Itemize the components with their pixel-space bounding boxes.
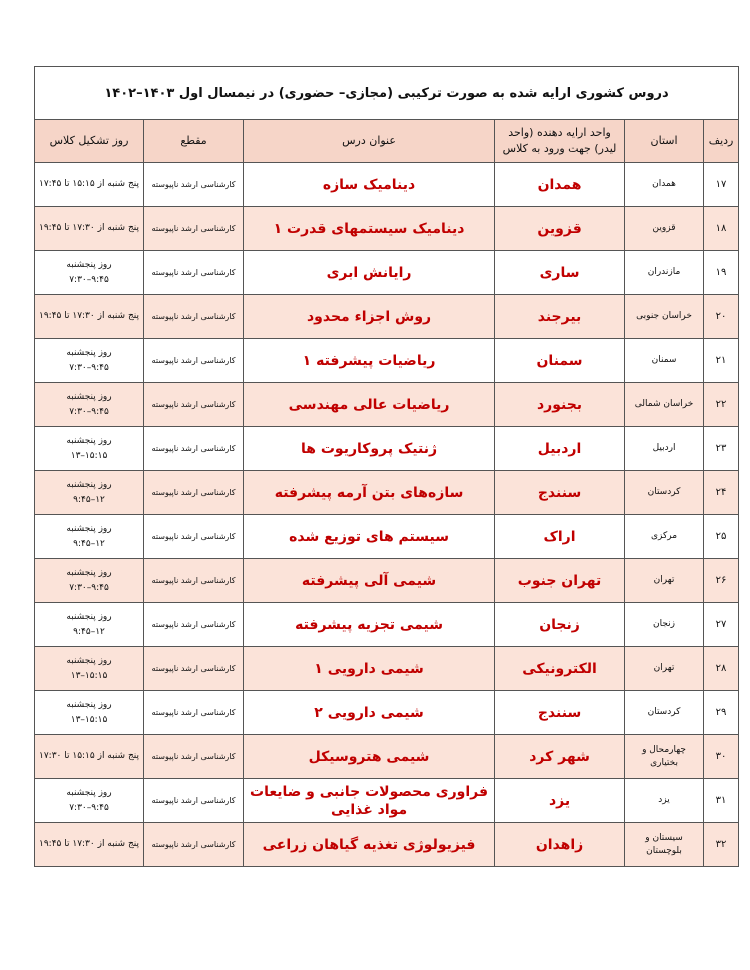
lead-unit-cell: اردبیل xyxy=(495,427,625,471)
class-day-cell xyxy=(35,691,144,735)
province-cell: اردبیل xyxy=(625,427,704,471)
class-day-line: پنج شنبه از ۱۷:۳۰ تا ۱۹:۴۵ xyxy=(39,223,139,233)
row-number: ۲۳ xyxy=(704,427,739,471)
table-row xyxy=(35,427,739,471)
class-day-line: پنج شنبه از ۱۷:۳۰ تا ۱۹:۴۵ xyxy=(39,839,139,849)
header-course-title: عنوان درس xyxy=(244,120,495,163)
grade-cell: کارشناسی ارشد ناپیوسته xyxy=(144,779,244,823)
grade-cell: کارشناسی ارشد ناپیوسته xyxy=(144,515,244,559)
class-time-line: ۱۵:۱۵–۱۳ xyxy=(70,714,108,725)
province-cell: مازندران xyxy=(625,251,704,295)
class-day-line: روز پنجشنبه xyxy=(66,391,112,402)
table-row xyxy=(35,471,739,515)
row-number: ۲۶ xyxy=(704,559,739,603)
class-day-line: روز پنجشنبه xyxy=(66,347,112,358)
grade-cell: کارشناسی ارشد ناپیوسته xyxy=(144,691,244,735)
lead-unit-cell: اراک xyxy=(495,515,625,559)
header-province: استان xyxy=(625,120,704,163)
table-row xyxy=(35,559,739,603)
course-title-cell: دینامیک سازه xyxy=(244,163,495,207)
table-row xyxy=(35,207,739,251)
class-day-line: روز پنجشنبه xyxy=(66,479,112,490)
row-number: ۲۴ xyxy=(704,471,739,515)
grade-cell: کارشناسی ارشد ناپیوسته xyxy=(144,823,244,867)
course-title-cell: فیزیولوژی تغذیه گیاهان زراعی xyxy=(244,823,495,867)
class-time-line: ۹:۴۵–۷:۳۰ xyxy=(69,362,109,373)
row-number: ۱۷ xyxy=(704,163,739,207)
row-number: ۳۰ xyxy=(704,735,739,779)
row-number: ۱۸ xyxy=(704,207,739,251)
class-day-cell xyxy=(35,603,144,647)
class-day-line: روز پنجشنبه xyxy=(66,435,112,446)
grade-cell: کارشناسی ارشد ناپیوسته xyxy=(144,163,244,207)
lead-unit-cell: سمنان xyxy=(495,339,625,383)
row-number: ۲۷ xyxy=(704,603,739,647)
class-day-cell xyxy=(35,383,144,427)
class-day-line: پنج شنبه از ۱۷:۳۰ تا ۱۹:۴۵ xyxy=(39,311,139,321)
lead-unit-cell: زاهدان xyxy=(495,823,625,867)
row-number: ۲۱ xyxy=(704,339,739,383)
lead-unit-cell: همدان xyxy=(495,163,625,207)
lead-unit-cell: الکترونیکی xyxy=(495,647,625,691)
lead-unit-cell: سنندج xyxy=(495,691,625,735)
courses-table xyxy=(34,66,739,867)
grade-cell: کارشناسی ارشد ناپیوسته xyxy=(144,295,244,339)
course-title-cell: روش اجزاء محدود xyxy=(244,295,495,339)
class-time-line: ۹:۴۵–۷:۳۰ xyxy=(69,582,109,593)
province-cell: کردستان xyxy=(625,691,704,735)
course-title-cell: ریاضیات پیشرفته ۱ xyxy=(244,339,495,383)
grade-cell: کارشناسی ارشد ناپیوسته xyxy=(144,339,244,383)
course-title-cell: شیمی تجزیه پیشرفته xyxy=(244,603,495,647)
course-title-cell: شیمی دارویی ۲ xyxy=(244,691,495,735)
province-cell: یزد xyxy=(625,779,704,823)
table-title: دروس کشوری ارایه شده به صورت ترکیبی (مجازی– حضوری) در نیمسال اول ۱۴۰۳–۱۴۰۲ xyxy=(35,67,739,120)
class-day-line: روز پنجشنبه xyxy=(66,655,112,666)
table-row xyxy=(35,295,739,339)
grade-cell: کارشناسی ارشد ناپیوسته xyxy=(144,427,244,471)
row-number: ۲۹ xyxy=(704,691,739,735)
grade-cell: کارشناسی ارشد ناپیوسته xyxy=(144,251,244,295)
province-cell: مرکزی xyxy=(625,515,704,559)
class-day-line: روز پنجشنبه xyxy=(66,523,112,534)
class-day-cell xyxy=(35,427,144,471)
table-row xyxy=(35,339,739,383)
header-row xyxy=(35,120,739,163)
class-time-line: ۱۲–۹:۴۵ xyxy=(73,538,105,549)
province-cell: زنجان xyxy=(625,603,704,647)
class-day-cell xyxy=(35,779,144,823)
row-number: ۱۹ xyxy=(704,251,739,295)
grade-cell: کارشناسی ارشد ناپیوسته xyxy=(144,471,244,515)
table-row xyxy=(35,779,739,823)
class-time-line: ۹:۴۵–۷:۳۰ xyxy=(69,802,109,813)
grade-cell: کارشناسی ارشد ناپیوسته xyxy=(144,647,244,691)
class-day-cell xyxy=(35,251,144,295)
lead-unit-cell: تهران جنوب xyxy=(495,559,625,603)
grade-cell: کارشناسی ارشد ناپیوسته xyxy=(144,559,244,603)
header-class-day: روز تشکیل کلاس xyxy=(35,120,144,163)
lead-unit-cell: یزد xyxy=(495,779,625,823)
header-lead-unit: واحد ارایه دهنده (واحد لیدر) جهت ورود به کلاس xyxy=(495,120,625,163)
class-day-cell xyxy=(35,559,144,603)
province-cell: قزوین xyxy=(625,207,704,251)
course-title-cell: شیمی هتروسیکل xyxy=(244,735,495,779)
class-day-line: روز پنجشنبه xyxy=(66,567,112,578)
class-day-cell xyxy=(35,823,144,867)
class-day-cell xyxy=(35,471,144,515)
class-day-line: روز پنجشنبه xyxy=(66,259,112,270)
row-number: ۲۸ xyxy=(704,647,739,691)
table-row xyxy=(35,383,739,427)
table-row xyxy=(35,823,739,867)
table-row xyxy=(35,735,739,779)
lead-unit-cell: زنجان xyxy=(495,603,625,647)
province-cell: تهران xyxy=(625,647,704,691)
class-day-cell xyxy=(35,735,144,779)
class-day-line: روز پنجشنبه xyxy=(66,699,112,710)
course-title-cell: شیمی دارویی ۱ xyxy=(244,647,495,691)
row-number: ۲۲ xyxy=(704,383,739,427)
province-cell: همدان xyxy=(625,163,704,207)
lead-unit-cell: بیرجند xyxy=(495,295,625,339)
row-number: ۲۵ xyxy=(704,515,739,559)
class-time-line: ۹:۴۵–۷:۳۰ xyxy=(69,406,109,417)
course-title-cell: سازه‌های بتن آرمه پیشرفته xyxy=(244,471,495,515)
province-cell: خراسان جنوبی xyxy=(625,295,704,339)
province-cell: تهران xyxy=(625,559,704,603)
table-row xyxy=(35,691,739,735)
course-title-cell: رایانش ابری xyxy=(244,251,495,295)
class-time-line: ۱۲–۹:۴۵ xyxy=(73,626,105,637)
lead-unit-cell: قزوین xyxy=(495,207,625,251)
lead-unit-cell: سنندج xyxy=(495,471,625,515)
table-row xyxy=(35,603,739,647)
class-time-line: ۱۵:۱۵–۱۳ xyxy=(70,450,108,461)
class-day-line: روز پنجشنبه xyxy=(66,611,112,622)
course-title-cell: ریاضیات عالی مهندسی xyxy=(244,383,495,427)
province-cell: چهارمحال و بختیاری xyxy=(625,735,704,779)
row-number: ۳۲ xyxy=(704,823,739,867)
lead-unit-cell: ساری xyxy=(495,251,625,295)
lead-unit-cell: بجنورد xyxy=(495,383,625,427)
table-body xyxy=(35,163,739,867)
class-day-cell xyxy=(35,647,144,691)
lead-unit-cell: شهر کرد xyxy=(495,735,625,779)
grade-cell: کارشناسی ارشد ناپیوسته xyxy=(144,383,244,427)
class-day-cell xyxy=(35,515,144,559)
course-title-cell: سیستم های توزیع شده xyxy=(244,515,495,559)
table-row xyxy=(35,251,739,295)
course-title-cell: فراوری محصولات جانبی و ضایعات مواد غذایی xyxy=(244,779,495,823)
header-row-number: ردیف xyxy=(704,120,739,163)
grade-cell: کارشناسی ارشد ناپیوسته xyxy=(144,735,244,779)
class-time-line: ۹:۴۵–۷:۳۰ xyxy=(69,274,109,285)
class-day-line: روز پنجشنبه xyxy=(66,787,112,798)
grade-cell: کارشناسی ارشد ناپیوسته xyxy=(144,603,244,647)
schedule-sheet xyxy=(34,66,738,867)
class-day-cell xyxy=(35,339,144,383)
class-day-cell xyxy=(35,207,144,251)
class-time-line: ۱۵:۱۵–۱۳ xyxy=(70,670,108,681)
class-day-line: پنج شنبه از ۱۵:۱۵ تا ۱۷:۴۵ xyxy=(39,179,139,189)
province-cell: سیستان و بلوچستان xyxy=(625,823,704,867)
grade-cell: کارشناسی ارشد ناپیوسته xyxy=(144,207,244,251)
row-number: ۲۰ xyxy=(704,295,739,339)
course-title-cell: ژنتیک پروکاریوت ها xyxy=(244,427,495,471)
province-cell: کردستان xyxy=(625,471,704,515)
table-row xyxy=(35,515,739,559)
class-day-cell xyxy=(35,295,144,339)
class-time-line: ۱۲–۹:۴۵ xyxy=(73,494,105,505)
course-title-cell: شیمی آلی پیشرفته xyxy=(244,559,495,603)
province-cell: سمنان xyxy=(625,339,704,383)
header-grade: مقطع xyxy=(144,120,244,163)
row-number: ۳۱ xyxy=(704,779,739,823)
class-day-cell xyxy=(35,163,144,207)
class-day-line: پنج شنبه از ۱۵:۱۵ تا ۱۷:۳۰ xyxy=(39,751,139,761)
table-row xyxy=(35,647,739,691)
course-title-cell: دینامیک سیستمهای قدرت ۱ xyxy=(244,207,495,251)
province-cell: خراسان شمالی xyxy=(625,383,704,427)
table-row xyxy=(35,163,739,207)
